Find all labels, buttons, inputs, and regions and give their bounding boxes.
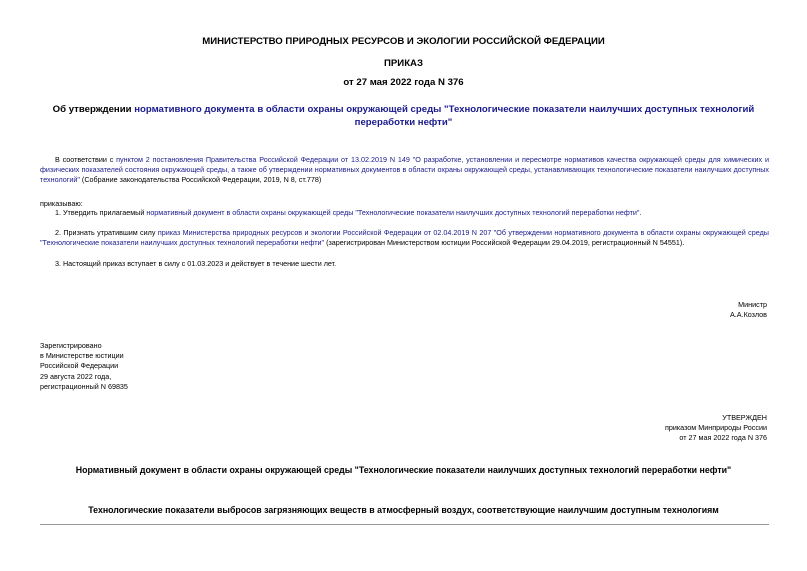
preamble-text-end: (Собрание законодательства Российской Федерации, 2019, N 8, ст.778)	[79, 175, 322, 185]
registration-line: Зарегистрировано	[40, 341, 102, 350]
signature-block	[730, 300, 767, 320]
signature-name: А.А.Козлов	[730, 310, 767, 320]
approved-line: от 27 мая 2022 года N 376	[679, 433, 767, 443]
registration-line: 29 августа 2022 года,	[40, 371, 112, 381]
item-2-text-start: 2. Признать утратившим силу	[55, 228, 158, 237]
registration-line: регистрационный N 69835	[40, 381, 128, 391]
signature-position: Министр	[738, 300, 767, 309]
registration-line: в Министерстве юстиции	[40, 351, 124, 361]
section-title: Технологические показатели выбросов загрязняющих веществ в атмосферный воздух, соответствующие наилучшим доступным технологиям	[88, 505, 719, 515]
registration-block	[40, 341, 128, 392]
title-link[interactable]: нормативного документа в области охраны окружающей среды "Технологические показатели наилучших доступных технологий переработки нефти"	[134, 104, 755, 128]
item-2-link[interactable]: приказ Министерства природных ресурсов и экологии Российской Федерации от 02.04.2019 N 207 "Об утверждении нормативного документа в области охраны окружающей среды "Технологические показатели наилучших доступных технологий переработки нефти"	[40, 228, 769, 248]
item-2	[40, 228, 769, 248]
item-3: 3. Настоящий приказ вступает в силу с 01.03.2023 и действует в течение шести лет.	[55, 259, 337, 268]
approved-line: приказом Минприроды России	[664, 423, 767, 433]
item-1-text-end: .	[639, 208, 642, 217]
ministry-heading: МИНИСТЕРСТВО ПРИРОДНЫХ РЕСУРСОВ И ЭКОЛОГИИ РОССИЙСКОЙ ФЕДЕРАЦИИ	[202, 36, 605, 47]
order-word: приказываю:	[40, 199, 83, 208]
item-1-text-start: 1. Утвердить прилагаемый	[55, 208, 147, 217]
approved-block	[665, 413, 767, 444]
title-prefix: Об утверждении	[52, 104, 135, 115]
approved-line: УТВЕРЖДЕН	[722, 413, 767, 422]
document-title	[40, 103, 767, 129]
preamble-paragraph	[40, 155, 769, 186]
doc-date-number: от 27 мая 2022 года N 376	[343, 77, 464, 88]
section-divider	[40, 524, 769, 525]
item-2-text-end: (зарегистрирован Министерством юстиции Российской Федерации 29.04.2019, регистрационный N 54551).	[324, 238, 685, 248]
doc-type-heading: ПРИКАЗ	[384, 58, 423, 69]
item-1-link[interactable]: нормативный документ в области охраны окружающей среды "Технологические показатели наилучших доступных технологий переработки нефти"	[146, 208, 640, 217]
preamble-link[interactable]: пунктом 2 постановления Правительства Российской Федерации от 13.02.2019 N 149 "О разработке, установлении и пересмотре нормативов качества окружающей среды для химических и физических показателей состояния окружающей среды, а также об утверждении нормативных документов в области охраны окружающей среды, устанавливающих технологические показатели наилучших доступных технологий"	[40, 155, 769, 185]
normative-document-name: Нормативный документ в области охраны окружающей среды "Технологические показатели наилучших доступных технологий переработки нефти"	[75, 465, 732, 475]
item-1	[55, 208, 769, 218]
preamble-text-start: В соответствии с	[55, 155, 117, 164]
registration-line: Российской Федерации	[40, 361, 119, 371]
